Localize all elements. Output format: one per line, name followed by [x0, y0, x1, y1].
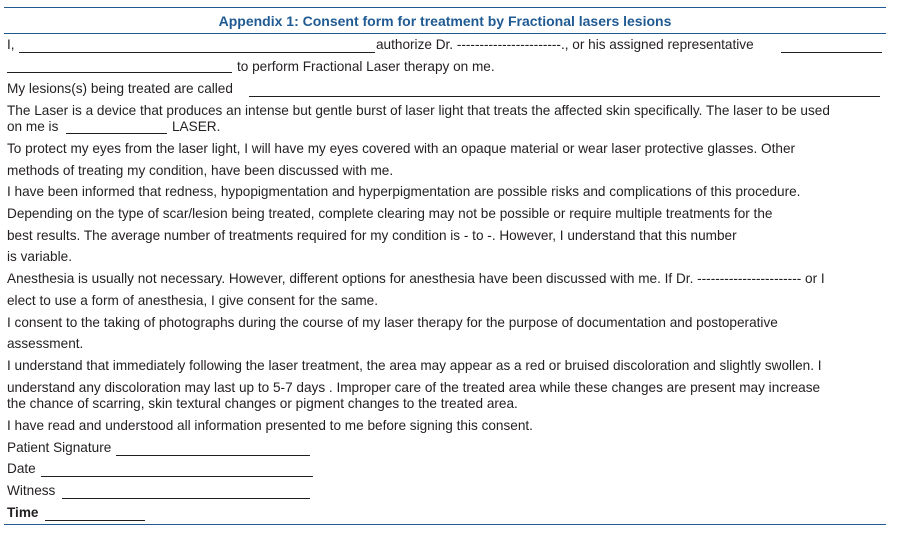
- date-label: Date: [7, 461, 36, 476]
- name-line-start: I,: [7, 37, 15, 52]
- witness-blank[interactable]: [62, 498, 310, 499]
- lesion-label: My lesions(s) being treated are called: [7, 81, 233, 96]
- eye-protection-text: To protect my eyes from the laser light, I will have my eyes covered with an opaque material or wear laser protective glasses. Other: [7, 141, 796, 156]
- laser-type-suffix: LASER.: [172, 119, 221, 134]
- authorize-text: authorize Dr. -----------------------., or his assigned representative: [376, 37, 754, 52]
- clearing-text-3: is variable.: [7, 249, 72, 264]
- clearing-text: Depending on the type of scar/lesion being treated, complete clearing may not be possible or require multiple treatments for the: [7, 206, 773, 221]
- date-blank[interactable]: [41, 476, 313, 477]
- time-label: Time: [7, 505, 39, 520]
- therapy-statement: to perform Fractional Laser therapy on me.: [237, 59, 495, 74]
- patient-name-blank[interactable]: [19, 52, 375, 53]
- signature-label: Patient Signature: [7, 440, 112, 455]
- photographs-text-2: assessment.: [7, 336, 84, 351]
- representative-blank[interactable]: [781, 52, 882, 53]
- risks-text: I have been informed that redness, hypopigmentation and hyperpigmentation are possible risks and complications of this procedure.: [7, 184, 801, 199]
- anesthesia-text: Anesthesia is usually not necessary. However, different options for anesthesia have been discussed with me. If Dr. ----------------------- or I: [7, 271, 825, 286]
- signature-blank[interactable]: [116, 455, 310, 456]
- laser-description: The Laser is a device that produces an intense but gentle burst of laser light that treats the affected skin specifically. The laser to be used: [7, 103, 830, 118]
- lesion-blank[interactable]: [249, 96, 880, 97]
- title-rule: [4, 33, 886, 34]
- discoloration-text-3: the chance of scarring, skin textural changes or pigment changes to the treated area.: [7, 396, 518, 411]
- discoloration-text-2: understand any discoloration may last up to 5-7 days . Improper care of the treated area while these changes are present may increase: [7, 380, 821, 395]
- laser-type-blank[interactable]: [66, 133, 167, 134]
- clearing-text-2: best results. The average number of treatments required for my condition is - to -. However, I understand that this number: [7, 228, 737, 243]
- laser-type-label: on me is: [7, 119, 59, 134]
- acknowledgement-text: I have read and understood all information presented to me before signing this consent.: [7, 418, 533, 433]
- discoloration-text: I understand that immediately following the laser treatment, the area may appear as a red or bruised discoloration and slightly swollen. I: [7, 358, 822, 373]
- time-blank[interactable]: [45, 520, 145, 521]
- page-title: Appendix 1: Consent form for treatment by Fractional lasers lesions: [218, 13, 672, 29]
- witness-label: Witness: [7, 483, 56, 498]
- photographs-text: I consent to the taking of photographs during the course of my laser therapy for the purpose of documentation and postoperative: [7, 315, 778, 330]
- bottom-rule: [4, 524, 886, 525]
- top-rule: [4, 7, 886, 8]
- representative-blank-continued[interactable]: [7, 72, 232, 73]
- eye-protection-text-2: methods of treating my condition, have been discussed with me.: [7, 163, 394, 178]
- anesthesia-text-2: elect to use a form of anesthesia, I give consent for the same.: [7, 293, 379, 308]
